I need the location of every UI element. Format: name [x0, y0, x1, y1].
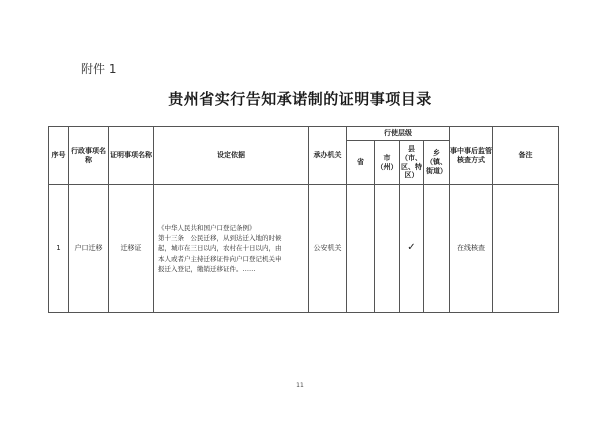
cell-proof-item: 迁移证 [109, 185, 154, 313]
cell-level-county: ✓ [400, 185, 424, 313]
header-level-city: 市（州） [375, 141, 400, 185]
cell-level-township [424, 185, 450, 313]
header-admin-item: 行政事项名称 [69, 127, 109, 185]
attachment-label: 附件 1 [81, 62, 117, 76]
cell-level-province [347, 185, 375, 313]
cell-seq: 1 [49, 185, 69, 313]
cell-basis [154, 185, 309, 313]
header-level-province: 省 [347, 141, 375, 185]
header-seq: 序号 [49, 127, 69, 185]
cell-admin-item: 户口迁移 [69, 185, 109, 313]
cell-level-city [375, 185, 400, 313]
header-level-township: 乡（镇、街道） [424, 141, 450, 185]
basis-line: 报迁入登记，缴销迁移证件。…… [158, 264, 256, 273]
document-title: 贵州省实行告知承诺制的证明事项目录 [168, 90, 432, 108]
header-level-group: 行使层级 [347, 127, 450, 141]
basis-line: 《中华人民共和国户口登记条例》 [158, 224, 256, 233]
header-supervision: 事中事后监管核查方式 [450, 127, 493, 185]
header-level-county: 县（市、区、特区） [400, 141, 424, 185]
header-agency: 承办机关 [309, 127, 347, 185]
basis-line: 起，城市在三日以内，农村在十日以内，由 [158, 244, 282, 253]
cell-supervision: 在线核查 [450, 185, 493, 313]
header-proof-item: 证明事项名称 [109, 127, 154, 185]
basis-line: 第十三条 公民迁移，从到达迁入地的时候 [158, 234, 282, 243]
header-row [49, 127, 559, 141]
header-basis: 设定依据 [154, 127, 309, 185]
proof-items-table [48, 126, 559, 313]
cell-agency: 公安机关 [309, 185, 347, 313]
cell-remarks [493, 185, 559, 313]
page-number: 11 [296, 382, 304, 389]
header-remarks: 备注 [493, 127, 559, 185]
basis-line: 本人或者户主持迁移证件向户口登记机关申 [158, 254, 282, 263]
table-row [49, 185, 559, 313]
